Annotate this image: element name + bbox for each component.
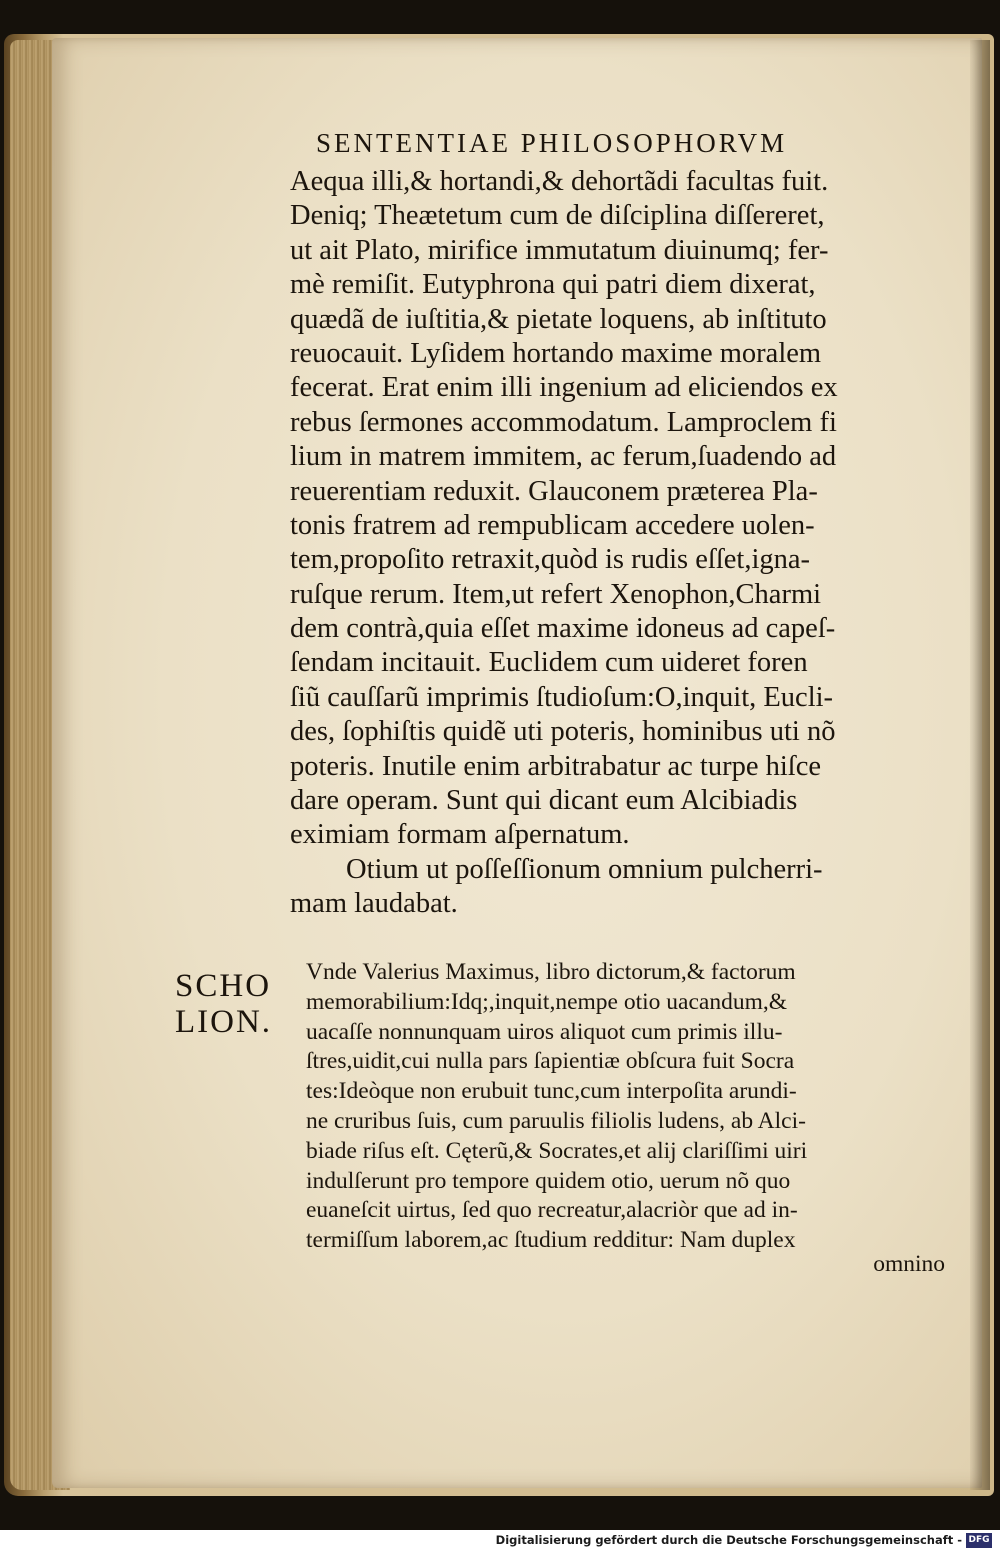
main-text-line: dare operam. Sunt qui dicant eum Alcibiadis: [290, 785, 798, 817]
main-text-line: lium in matrem immitem, ac ferum,ſuadendo ad: [290, 441, 837, 473]
scholion-text-line: Vnde Valerius Maximus, libro dictorum,& factorum: [306, 959, 796, 985]
main-text-line: ut ait Plato, mirifice immutatum diuinumq; fer-: [290, 234, 829, 266]
main-text-line: reuerentiam reduxit. Glauconem præterea Pla-: [290, 475, 818, 507]
main-text-line: poteris. Inutile enim arbitrabatur ac turpe hiſce: [290, 750, 821, 782]
scholion-text-line: tes:Ideòque non erubuit tunc,cum interpoſita arundi-: [306, 1078, 797, 1105]
gutter-shadow: [970, 40, 990, 1490]
main-text-line: mè remiſit. Eutyphrona qui patri diem dixerat,: [290, 269, 816, 301]
main-text-line: Aequa illi,& hortandi,& dehortãdi facultas fuit.: [290, 166, 829, 197]
main-text-line: fecerat. Erat enim illi ingenium ad eliciendos ex: [290, 372, 838, 404]
scholion-label-line-2: LION.: [175, 1004, 273, 1040]
scholion-text-line: indulſerunt pro tempore quidem otio, uerum nõ quo: [306, 1167, 791, 1194]
scholion-text-line: memorabilium:Idq;,inquit,nempe otio uacandum,&: [306, 988, 788, 1015]
scholion-label: [175, 968, 295, 1040]
scholion-text-line: euaneſcit uirtus, ſed quo recreatur,alacriòr que ad in-: [306, 1197, 798, 1224]
running-head: SENTENTIAE PHILOSOPHORVM: [316, 128, 788, 158]
main-text-line: reuocauit. Lyſidem hortando maxime moralem: [290, 337, 822, 369]
footer-credit: Digitalisierung gefördert durch die Deutsche Forschungsgemeinschaft -: [495, 1533, 962, 1547]
main-text-line: rebus ſermones accommodatum. Lamproclem fi: [290, 406, 837, 438]
scholion-text-line: ne cruribus ſuis, cum paruulis filiolis ludens, ab Alci-: [306, 1107, 806, 1134]
scholion-text-line: termiſſum laborem,ac ſtudium redditur: Nam duplex: [306, 1227, 796, 1254]
main-text-line: Deniq; Theætetum cum de diſciplina diſſereret,: [290, 200, 825, 232]
main-text-line: eximiam formam aſpernatum.: [290, 819, 630, 851]
main-text-line: mam laudabat.: [290, 888, 458, 920]
main-text-block: [290, 165, 950, 922]
catchword: omnino: [873, 1251, 945, 1277]
main-text-line: ſiũ cauſſarũ imprimis ſtudioſum:O,inquit, Eucli-: [290, 681, 834, 713]
main-text-line: quædã de iuſtitia,& pietate loquens, ab inſtituto: [290, 303, 827, 335]
footer-bar: [0, 1530, 1000, 1552]
main-text-line: ruſque rerum. Item,ut refert Xenophon,Charmi: [290, 578, 822, 610]
main-text-line: ſendam incitauit. Euclidem cum uideret foren: [290, 647, 808, 679]
main-text-line: Otium ut poſſeſſionum omnium pulcherri-: [346, 853, 823, 885]
dfg-logo: DFG: [966, 1533, 992, 1548]
scholion-text-line: ſtres,uidit,cui nulla pars ſapientiæ obſcura fuit Socra: [306, 1048, 795, 1075]
scholion-text-line: uacaſſe nonnunquam uiros aliquot cum primis illu-: [306, 1018, 783, 1045]
main-text-line: tem,propoſito retraxit,quòd is rudis eſſet,igna-: [290, 544, 811, 576]
main-text-line: tonis fratrem ad rempublicam accedere uolen-: [290, 509, 815, 541]
scholion-text-block: [306, 958, 946, 1256]
main-text-line: dem contrà,quia eſſet maxime idoneus ad capeſ-: [290, 613, 836, 645]
scholion-label-line-1: SCHO: [175, 968, 272, 1004]
main-text-line: des, ſophiſtis quidẽ uti poteris, hominibus uti nõ: [290, 716, 836, 748]
scholion-text-line: biade riſus eſt. Cęterũ,& Socrates,et alĳ clariſſimi uiri: [306, 1137, 808, 1164]
